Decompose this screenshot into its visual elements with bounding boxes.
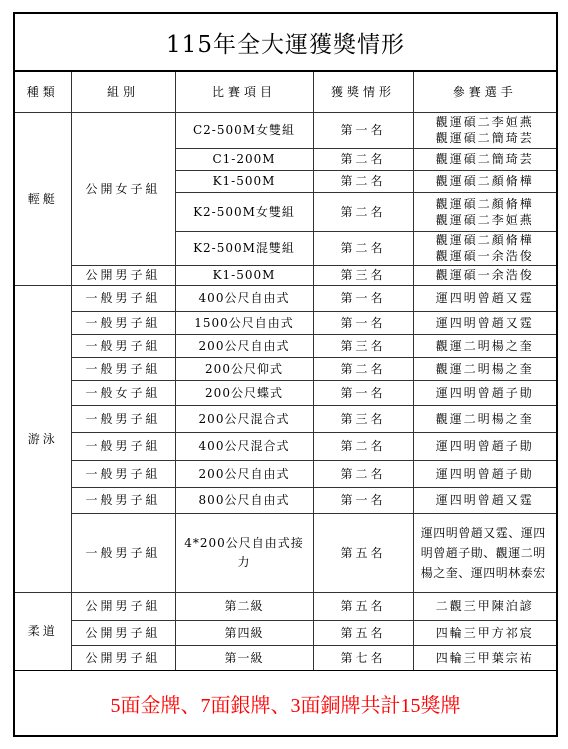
result-cell: 第五名 [313, 620, 413, 645]
athletes-cell [413, 380, 556, 405]
table-row [15, 112, 556, 148]
athletes-cell [413, 357, 556, 380]
athletes-cell [413, 432, 556, 460]
athlete-name: 觀運碩一余浩俊 [435, 268, 534, 282]
division-cell: 一般男子組 [71, 460, 175, 487]
event-cell [175, 170, 313, 192]
table-row [15, 513, 556, 592]
athlete-name: 二觀三甲陳泊諺 [435, 599, 534, 613]
table-row [15, 380, 556, 405]
division-cell: 公開男子組 [71, 645, 175, 670]
table-row [15, 334, 556, 357]
division-cell: 一般男子組 [71, 487, 175, 513]
event-label: K2-500M女雙組 [193, 204, 295, 219]
athlete-name: 運四明曾趙又霆 [435, 291, 534, 305]
table-row [15, 285, 556, 311]
athlete-name: 運四明曾趙又霆 [435, 315, 534, 330]
athletes-cell [413, 620, 556, 645]
event-label: 1500公尺自由式 [194, 315, 294, 330]
table-row [15, 357, 556, 380]
result-cell: 第二名 [313, 231, 413, 265]
sport-cell: 輕艇 [15, 112, 71, 285]
result-cell: 第二名 [313, 460, 413, 487]
division-cell: 公開女子組 [71, 112, 175, 265]
division-cell: 公開男子組 [71, 592, 175, 620]
athletes-cell [413, 645, 556, 670]
athlete-name: 觀運碩二李姮燕 [435, 212, 534, 227]
athletes-cell [413, 334, 556, 357]
result-cell: 第二名 [313, 170, 413, 192]
event-label: 800公尺自由式 [198, 493, 290, 507]
event-label: K2-500M混雙組 [193, 241, 295, 255]
athlete-name: 運四明曾趙又霆、運四明曾趙子勛、觀運二明楊之奎、運四明林泰宏 [420, 525, 546, 580]
result-cell: 第二名 [313, 148, 413, 170]
division-cell: 一般女子組 [71, 380, 175, 405]
event-label: 200公尺自由式 [198, 338, 290, 353]
table-header [15, 72, 556, 112]
awards-table [15, 72, 556, 670]
event-cell [175, 460, 313, 487]
athlete-name: 觀運二明楊之奎 [435, 411, 534, 426]
header-result: 獲獎情形 [313, 72, 413, 112]
result-cell: 第一名 [313, 487, 413, 513]
athlete-name: 觀運碩二簡琦芸 [435, 152, 534, 166]
athlete-name: 觀運碩一余浩俊 [435, 249, 534, 263]
athletes-cell [413, 192, 556, 231]
result-cell: 第一名 [313, 112, 413, 148]
table-row [15, 460, 556, 487]
athletes-cell [413, 112, 556, 148]
division-cell: 公開男子組 [71, 265, 175, 285]
result-cell: 第一名 [313, 380, 413, 405]
medal-summary: 5面金牌、7面銀牌、3面銅牌共計15獎牌 [15, 670, 556, 735]
athlete-name: 觀運碩二顏脩樺 [435, 174, 534, 188]
event-cell [175, 334, 313, 357]
event-cell [175, 192, 313, 231]
event-label: 200公尺自由式 [198, 466, 290, 481]
header-event: 比賽項目 [175, 72, 313, 112]
result-cell: 第三名 [313, 334, 413, 357]
page-title: 115年全大運獲獎情形 [15, 14, 556, 72]
event-cell [175, 380, 313, 405]
athlete-name: 觀運碩二簡琦芸 [435, 131, 534, 145]
event-label: 第二級 [224, 599, 264, 613]
event-cell [175, 285, 313, 311]
result-cell: 第一名 [313, 285, 413, 311]
event-label: 400公尺自由式 [198, 291, 290, 305]
division-cell: 公開男子組 [71, 620, 175, 645]
event-cell [175, 231, 313, 265]
athlete-name: 觀運碩二顏脩樺 [435, 196, 534, 211]
header-athletes: 參賽選手 [413, 72, 556, 112]
athlete-name: 觀運碩二李姮燕 [435, 115, 534, 129]
athletes-cell [413, 592, 556, 620]
event-cell [175, 513, 313, 592]
event-label: 4*200公尺自由式接力 [184, 535, 304, 569]
event-label: C1-200M [212, 152, 276, 166]
athletes-cell [413, 405, 556, 432]
result-cell: 第七名 [313, 645, 413, 670]
division-cell: 一般男子組 [71, 405, 175, 432]
event-cell [175, 112, 313, 148]
athlete-name: 運四明曾趙子勛 [435, 385, 534, 400]
athlete-name: 觀運碩二顏脩樺 [435, 233, 534, 247]
athlete-name: 觀運二明楊之奎 [435, 361, 534, 376]
document-frame [13, 12, 558, 737]
event-label: K1-500M [212, 268, 276, 282]
athlete-name: 運四明曾趙子勛 [435, 466, 534, 481]
table-row [15, 405, 556, 432]
athletes-cell [413, 170, 556, 192]
event-cell [175, 148, 313, 170]
event-cell [175, 311, 313, 334]
division-cell: 一般男子組 [71, 285, 175, 311]
athletes-cell [413, 311, 556, 334]
division-cell: 一般男子組 [71, 513, 175, 592]
athletes-cell [413, 265, 556, 285]
event-label: 200公尺蝶式 [205, 385, 283, 400]
athlete-name: 運四明曾趙子勛 [435, 439, 534, 453]
result-cell: 第二名 [313, 192, 413, 231]
result-cell: 第三名 [313, 265, 413, 285]
result-cell: 第一名 [313, 311, 413, 334]
result-cell: 第三名 [313, 405, 413, 432]
event-label: 200公尺混合式 [198, 411, 290, 426]
athletes-cell [413, 285, 556, 311]
header-row [15, 72, 556, 112]
event-cell [175, 265, 313, 285]
division-cell: 一般男子組 [71, 357, 175, 380]
header-sport: 種類 [15, 72, 71, 112]
event-cell [175, 620, 313, 645]
table-row [15, 311, 556, 334]
table-row [15, 620, 556, 645]
athletes-cell [413, 487, 556, 513]
table-row [15, 432, 556, 460]
table-row [15, 645, 556, 670]
athletes-cell [413, 231, 556, 265]
event-label: 第四級 [224, 625, 264, 640]
event-cell [175, 432, 313, 460]
sport-cell: 游泳 [15, 285, 71, 592]
athlete-name: 運四明曾趙又霆 [435, 493, 534, 507]
event-label: C2-500M女雙組 [192, 123, 296, 137]
header-division: 組別 [71, 72, 175, 112]
event-label: 400公尺混合式 [198, 439, 290, 453]
event-cell [175, 357, 313, 380]
athlete-name: 四輪三甲葉宗祐 [435, 650, 534, 665]
event-cell [175, 592, 313, 620]
athletes-cell [413, 513, 556, 592]
sport-cell: 柔道 [15, 592, 71, 670]
athlete-name: 觀運二明楊之奎 [435, 338, 534, 353]
result-cell: 第五名 [313, 592, 413, 620]
event-cell [175, 645, 313, 670]
division-cell: 一般男子組 [71, 432, 175, 460]
athletes-cell [413, 460, 556, 487]
event-cell [175, 405, 313, 432]
table-row [15, 592, 556, 620]
table-row [15, 265, 556, 285]
athlete-name: 四輪三甲方祁宸 [435, 625, 534, 640]
division-cell: 一般男子組 [71, 334, 175, 357]
event-label: 第一級 [224, 650, 264, 665]
table-body [15, 112, 556, 670]
event-cell [175, 487, 313, 513]
event-label: K1-500M [212, 174, 276, 188]
result-cell: 第五名 [313, 513, 413, 592]
table-row [15, 487, 556, 513]
result-cell: 第二名 [313, 432, 413, 460]
division-cell: 一般男子組 [71, 311, 175, 334]
athletes-cell [413, 148, 556, 170]
result-cell: 第二名 [313, 357, 413, 380]
event-label: 200公尺仰式 [205, 361, 283, 376]
